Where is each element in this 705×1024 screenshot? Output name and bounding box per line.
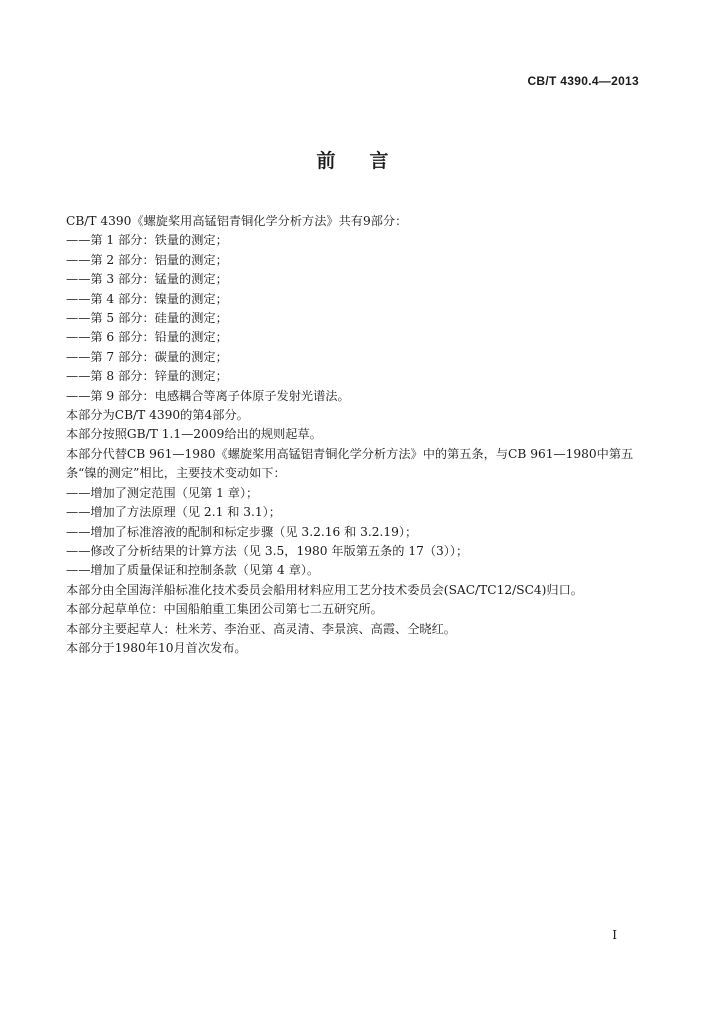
standard-code: CB/T 4390.4—2013 bbox=[527, 74, 639, 88]
list-item-part-8: ——第 8 部分：锌量的测定； bbox=[66, 369, 228, 384]
page-number: I bbox=[612, 928, 617, 942]
list-item-part-1: ——第 1 部分：铁量的测定； bbox=[66, 233, 228, 248]
list-item-change-3: ——增加了标准溶液的配制和标定步骤（见 3.2.16 和 3.2.19）； bbox=[66, 524, 418, 539]
list-item-change-4: ——修改了分析结果的计算方法（见 3.5，1980 年版第五条的 17（3））； bbox=[66, 543, 469, 558]
paragraph-replacement: 本部分代替CB 961—1980《螺旋桨用高锰铝青铜化学分析方法》中的第五条，与CB 961—1980中第五条“镍的测定”相比，主要技术变动如下： bbox=[66, 446, 634, 481]
list-item-part-7: ——第 7 部分：碳量的测定； bbox=[66, 349, 228, 364]
list-item-change-5: ——增加了质量保证和控制条款（见第 4 章）。 bbox=[66, 563, 320, 578]
paragraph-intro: CB/T 4390《螺旋桨用高锰铝青铜化学分析方法》共有9部分： bbox=[66, 214, 408, 228]
paragraph-drafters: 本部分主要起草人：杜米芳、李治亚、高灵清、李景滨、高霞、仝晓红。 bbox=[66, 621, 456, 636]
page-title: 前言 bbox=[316, 150, 423, 172]
list-item-part-5: ——第 5 部分：硅量的测定； bbox=[66, 311, 228, 326]
paragraph-first-release: 本部分于1980年10月首次发布。 bbox=[66, 640, 247, 655]
list-item-part-3: ——第 3 部分：锰量的测定； bbox=[66, 272, 228, 287]
list-item-change-1: ——增加了测定范围（见第 1 章）； bbox=[66, 485, 259, 500]
paragraph-jurisdiction: 本部分由全国海洋船标准化技术委员会船用材料应用工艺分技术委员会(SAC/TC12/SC4)归口。 bbox=[66, 582, 583, 597]
paragraph-part-number: 本部分为CB/T 4390的第4部分。 bbox=[66, 408, 249, 423]
paragraph-drafting-unit: 本部分起草单位：中国船舶重工集团公司第七二五研究所。 bbox=[66, 602, 383, 617]
list-item-part-4: ——第 4 部分：镍量的测定； bbox=[66, 291, 228, 306]
foreword-body bbox=[66, 212, 641, 658]
list-item-part-2: ——第 2 部分：铝量的测定； bbox=[66, 252, 228, 267]
list-item-part-9: ——第 9 部分：电感耦合等离子体原子发射光谱法。 bbox=[66, 388, 350, 403]
paragraph-drafting-rules: 本部分按照GB/T 1.1—2009给出的规则起草。 bbox=[66, 427, 322, 442]
list-item-part-6: ——第 6 部分：铅量的测定； bbox=[66, 330, 228, 345]
list-item-change-2: ——增加了方法原理（见 2.1 和 3.1）； bbox=[66, 505, 281, 520]
